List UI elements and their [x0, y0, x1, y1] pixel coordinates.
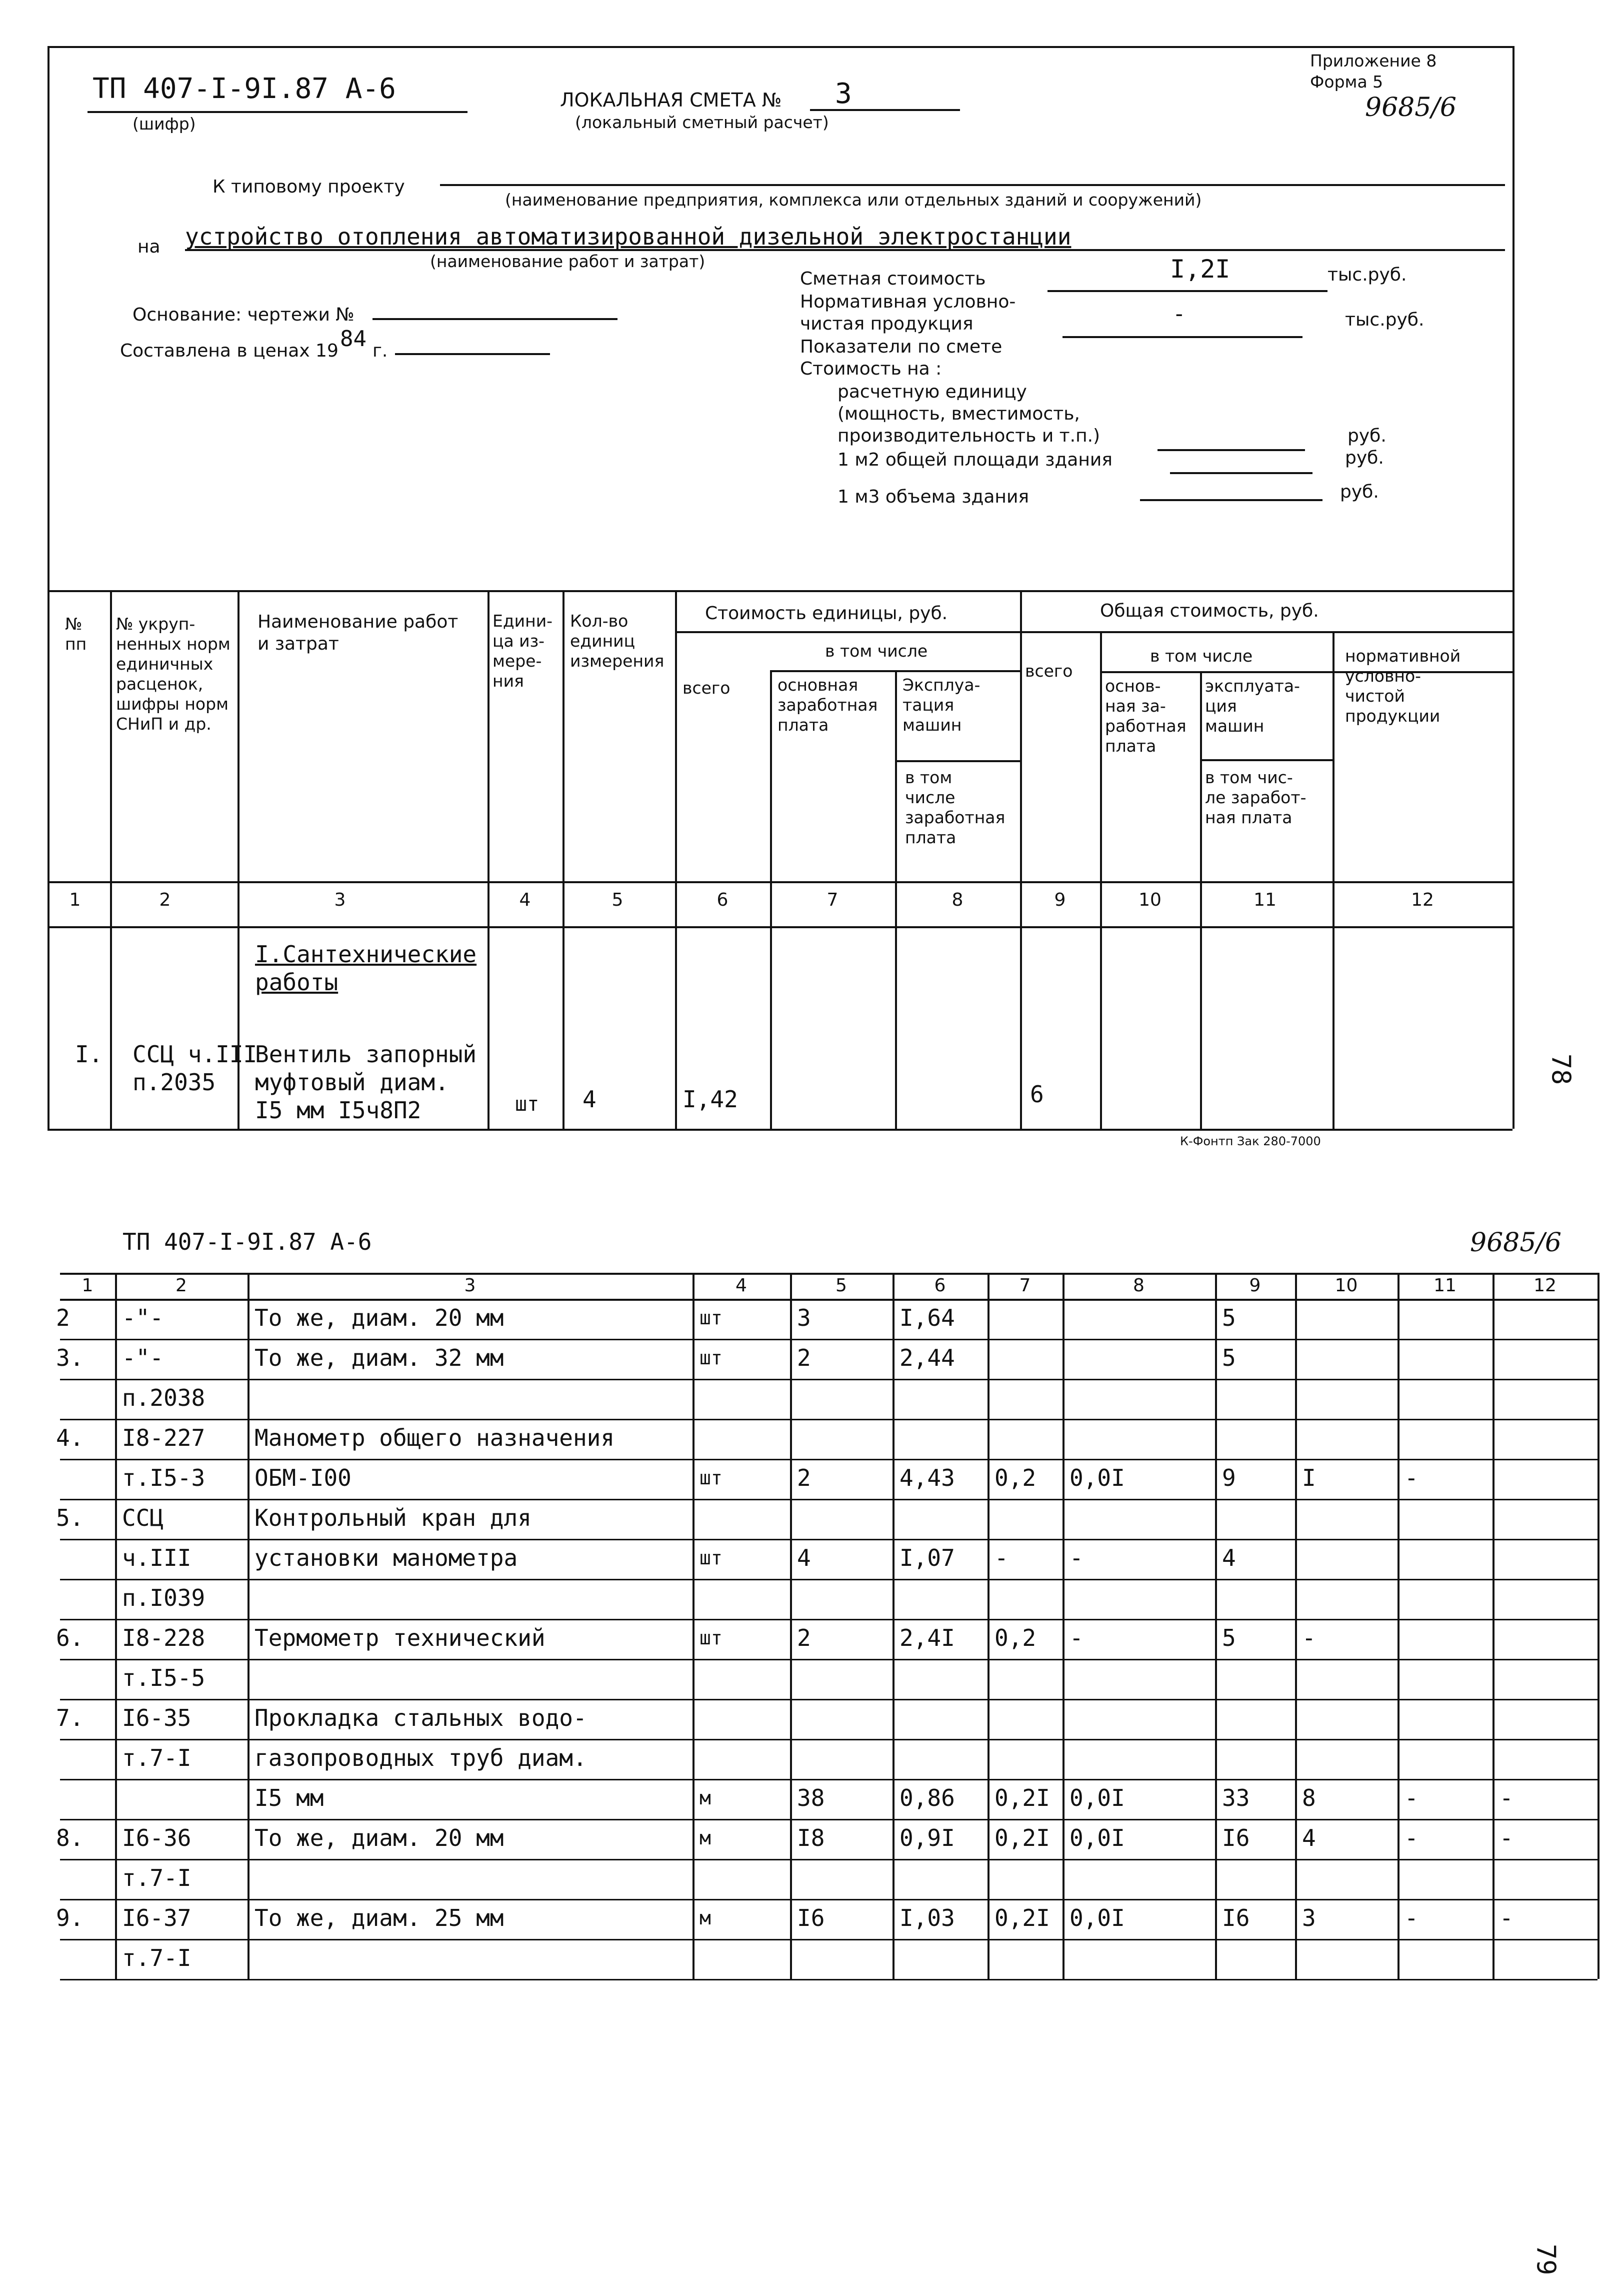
header-quantity: Кол-во единиц измерения: [570, 611, 664, 671]
row-unit-machines: 0,0I: [1070, 1784, 1125, 1811]
row-code: т.7-I: [122, 1864, 192, 1891]
row-unit: шт: [700, 1307, 722, 1329]
row-unit: шт: [700, 1347, 722, 1369]
header-included-2: в том числе: [1150, 646, 1253, 666]
row-unit-wage: 0,2: [994, 1464, 1036, 1491]
header-number: № пп: [65, 614, 87, 654]
row-total: 4: [1222, 1544, 1236, 1571]
handwritten-code: 9685/6: [1365, 93, 1456, 123]
row-code: I8-228: [122, 1624, 206, 1651]
cipher-page-2: ТП 407-I-9I.87 А-6: [122, 1228, 372, 1255]
header-total-machines: эксплуата- ция машин: [1205, 676, 1300, 736]
header-norm-code: № укруп- ненных норм единичных расценок, шифры норм СНиП и др.: [116, 614, 230, 734]
row-unit-price: I,03: [900, 1904, 955, 1931]
row-name: установки манометра: [254, 1544, 518, 1571]
row-total-wage: 4: [1302, 1824, 1316, 1851]
m2-unit: руб.: [1345, 448, 1384, 468]
handwritten-code-page-2: 9685/6: [1470, 1228, 1562, 1258]
row-number: 5.: [56, 1504, 84, 1531]
form-label: Форма 5: [1310, 72, 1384, 92]
row-unit-wage: 0,2I: [994, 1784, 1050, 1811]
header-total-cost: Общая стоимость, руб.: [1100, 601, 1319, 621]
row-code: I6-35: [122, 1704, 192, 1731]
row-unit-price: 2,4I: [900, 1624, 955, 1651]
row-unit-price: I,07: [900, 1544, 955, 1571]
row-total-wage: -: [1302, 1624, 1316, 1651]
row-code: -"-: [122, 1344, 164, 1371]
row-unit-wage: -: [994, 1544, 1008, 1571]
row-number: 3.: [56, 1344, 84, 1371]
cipher-caption: (шифр): [132, 114, 196, 134]
row-quantity: 4: [582, 1086, 596, 1113]
row-unit: шт: [700, 1547, 722, 1569]
to-project-caption: (наименование предприятия, комплекса или отдельных зданий и сооружений): [505, 190, 1202, 210]
row-number: I.: [75, 1041, 103, 1068]
row-quantity: 2: [797, 1624, 811, 1651]
m2-label: 1 м2 общей площади здания: [838, 450, 1112, 470]
column-number: 6: [934, 1275, 946, 1296]
row-code: ч.III: [122, 1544, 192, 1571]
estimate-subtitle: (локальный сметный расчет): [575, 113, 829, 132]
row-unit: м: [700, 1787, 711, 1809]
column-number: 6: [716, 890, 728, 910]
row-total: 6: [1030, 1081, 1044, 1108]
row-quantity: 3: [797, 1304, 811, 1331]
page-number: 78: [1546, 1053, 1576, 1085]
row-name: Вентиль запорный муфтовый диам. I5 мм I5ч8П2: [255, 1041, 477, 1124]
header-unit-total: всего: [682, 678, 730, 698]
row-quantity: 38: [797, 1784, 825, 1811]
row-code: -"-: [122, 1304, 164, 1331]
row-unit-wage: 0,2I: [994, 1904, 1050, 1931]
column-number: 3: [464, 1275, 476, 1296]
row-unit-price: I,64: [900, 1304, 955, 1331]
column-number: 2: [159, 890, 171, 910]
column-number: 2: [176, 1275, 187, 1296]
column-number: 8: [1133, 1275, 1144, 1296]
row-code: т.I5-3: [122, 1464, 206, 1491]
indicators-label: Показатели по смете: [800, 337, 1002, 357]
header-unit: Едини- ца из- мере- ния: [492, 611, 553, 691]
row-name: То же, диам. 25 мм: [254, 1904, 504, 1931]
row-unit-machines: 0,0I: [1070, 1904, 1125, 1931]
row-norm-production: -: [1500, 1784, 1514, 1811]
header-total-all: всего: [1025, 661, 1073, 681]
row-name: Прокладка стальных водо-: [254, 1704, 587, 1731]
header-norm-production: нормативной условно- чистой продукции: [1345, 646, 1461, 726]
row-unit-machines: 0,0I: [1070, 1464, 1125, 1491]
row-unit-price: 0,9I: [900, 1824, 955, 1851]
column-number: 7: [826, 890, 838, 910]
header-total-machines-wage: в том чис- ле заработ- ная плата: [1205, 768, 1306, 827]
row-total-wage: 3: [1302, 1904, 1316, 1931]
prices-suffix: г.: [372, 341, 388, 361]
row-code: ССЦ: [122, 1504, 164, 1531]
row-name: То же, диам. 20 мм: [254, 1824, 504, 1851]
header-unit-wage: основная заработная плата: [778, 675, 878, 735]
header-included-1: в том числе: [825, 641, 928, 661]
row-unit-machines: 0,0I: [1070, 1824, 1125, 1851]
header-unit-machines-wage: в том числе заработная плата: [905, 768, 1006, 847]
row-code: п.2038: [122, 1384, 206, 1411]
norm-label: Нормативная условно- чистая продукция: [800, 292, 1016, 334]
row-unit-wage: 0,2I: [994, 1824, 1050, 1851]
row-total: 9: [1222, 1464, 1236, 1491]
column-number: 5: [836, 1275, 847, 1296]
row-unit: м: [700, 1827, 711, 1849]
column-number: 9: [1054, 890, 1066, 910]
row-unit: шт: [700, 1627, 722, 1649]
page-number-2: 79: [1530, 2243, 1561, 2275]
row-total-machines: -: [1404, 1904, 1418, 1931]
row-number: 6.: [56, 1624, 84, 1651]
column-number: 1: [69, 890, 81, 910]
printer-mark: К-Фонтп Зак 280-7000: [1180, 1134, 1321, 1148]
row-total-machines: -: [1404, 1784, 1418, 1811]
estimate-number: 3: [835, 78, 852, 110]
cost-unit: тыс.руб.: [1328, 265, 1407, 285]
row-name: То же, диам. 32 мм: [254, 1344, 504, 1371]
row-number: 8.: [56, 1824, 84, 1851]
row-name: газопроводных труб диам.: [254, 1744, 587, 1771]
cost-value: I,2I: [1170, 255, 1230, 284]
column-number: 8: [952, 890, 964, 910]
row-unit-price: 2,44: [900, 1344, 955, 1371]
column-number: 10: [1334, 1275, 1358, 1296]
row-number: 2: [56, 1304, 70, 1331]
appendix-label: Приложение 8: [1310, 51, 1437, 71]
row-quantity: I8: [797, 1824, 825, 1851]
row-norm-production: -: [1500, 1824, 1514, 1851]
row-total-machines: -: [1404, 1824, 1418, 1851]
column-number: 3: [334, 890, 346, 910]
row-total-wage: 8: [1302, 1784, 1316, 1811]
header-total-wage: основ- ная за- работная плата: [1105, 676, 1186, 756]
column-number: 12: [1411, 890, 1434, 910]
column-number: 4: [736, 1275, 747, 1296]
m3-label: 1 м3 объема здания: [838, 487, 1030, 507]
basis-label: Основание: чертежи №: [132, 305, 354, 325]
row-name: Термометр технический: [254, 1624, 546, 1651]
row-code: п.I039: [122, 1584, 206, 1611]
on-label: на: [138, 237, 160, 257]
row-unit-machines: -: [1070, 1544, 1084, 1571]
norm-unit: тыс.руб.: [1345, 310, 1424, 330]
row-name: Контрольный кран для: [254, 1504, 532, 1531]
row-unit-price: 4,43: [900, 1464, 955, 1491]
row-total: 5: [1222, 1304, 1236, 1331]
to-project-label: К типовому проекту: [212, 177, 405, 197]
column-number: 11: [1434, 1275, 1456, 1296]
row-total: 33: [1222, 1784, 1250, 1811]
header-work-name: Наименование работ и затрат: [258, 612, 458, 654]
cost-per-label: Стоимость на :: [800, 359, 942, 379]
row-number: 7.: [56, 1704, 84, 1731]
row-number: 9.: [56, 1904, 84, 1931]
row-unit-price: 0,86: [900, 1784, 955, 1811]
row-name: ОБМ-I00: [254, 1464, 352, 1491]
column-number: 12: [1534, 1275, 1556, 1296]
prices-year: 84: [340, 326, 366, 352]
prices-label: Составлена в ценах 19: [120, 341, 338, 361]
row-unit-machines: -: [1070, 1624, 1084, 1651]
row-total: I6: [1222, 1904, 1250, 1931]
row-name: То же, диам. 20 мм: [254, 1304, 504, 1331]
row-name: Манометр общего назначения: [254, 1424, 615, 1451]
row-code: т.7-I: [122, 1744, 192, 1771]
header-unit-cost: Стоимость единицы, руб.: [705, 603, 948, 624]
column-number: 9: [1249, 1275, 1261, 1296]
row-code: I8-227: [122, 1424, 206, 1451]
row-code: т.7-I: [122, 1944, 192, 1971]
row-total: I6: [1222, 1824, 1250, 1851]
norm-value: -: [1172, 301, 1186, 327]
row-number: 4.: [56, 1424, 84, 1451]
column-number: 7: [1019, 1275, 1031, 1296]
column-number: 11: [1254, 890, 1276, 910]
cost-label: Сметная стоимость: [800, 269, 986, 289]
row-norm-production: -: [1500, 1904, 1514, 1931]
row-unit-price: I,42: [682, 1086, 738, 1113]
work-caption: (наименование работ и затрат): [430, 252, 706, 271]
row-unit: шт: [515, 1093, 540, 1116]
row-code: ССЦ ч.III п.2035: [132, 1041, 258, 1096]
row-total: 5: [1222, 1344, 1236, 1371]
row-quantity: 4: [797, 1544, 811, 1571]
unit-label: расчетную единицу (мощность, вместимость, производительность и т.п.): [838, 382, 1100, 446]
row-unit-wage: 0,2: [994, 1624, 1036, 1651]
work-name: устройство отопления автоматизированной дизельной электростанции: [185, 223, 1072, 250]
column-number: 10: [1138, 890, 1162, 910]
column-number: 4: [519, 890, 531, 910]
cipher: ТП 407-I-9I.87 А-6: [92, 73, 396, 105]
m3-unit: руб.: [1340, 482, 1379, 502]
row-code: т.I5-5: [122, 1664, 206, 1691]
row-total: 5: [1222, 1624, 1236, 1651]
column-number: 5: [612, 890, 624, 910]
row-unit: м: [700, 1907, 711, 1929]
column-number: 1: [82, 1275, 94, 1296]
row-code: I6-37: [122, 1904, 192, 1931]
row-quantity: 2: [797, 1344, 811, 1371]
section-title: I.Сантехнические работы: [255, 941, 477, 996]
row-code: I6-36: [122, 1824, 192, 1851]
row-total-wage: I: [1302, 1464, 1316, 1491]
header-unit-machines: Эксплуа- тация машин: [902, 675, 980, 735]
estimate-title: ЛОКАЛЬНАЯ СМЕТА №: [560, 89, 782, 111]
row-quantity: I6: [797, 1904, 825, 1931]
row-unit: шт: [700, 1467, 722, 1489]
row-total-machines: -: [1404, 1464, 1418, 1491]
row-quantity: 2: [797, 1464, 811, 1491]
row-name: I5 мм: [254, 1784, 324, 1811]
unit-unit: руб.: [1348, 426, 1386, 446]
